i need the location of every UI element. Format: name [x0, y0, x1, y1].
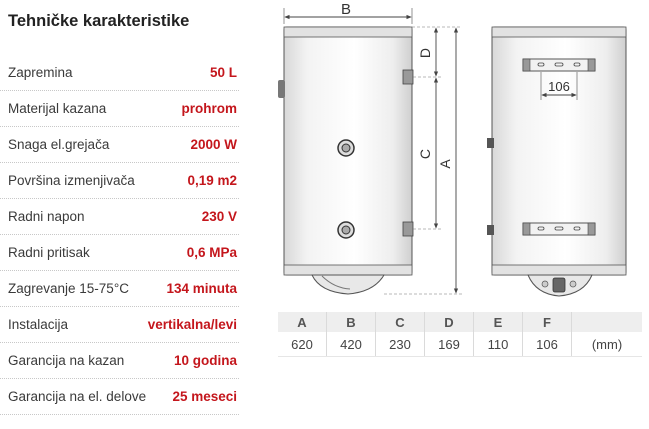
dim-value: 106 — [523, 332, 572, 357]
spec-row — [0, 235, 239, 271]
thermostat-cover-side — [312, 275, 384, 294]
dim-header: D — [425, 312, 474, 332]
dim-header: F — [523, 312, 572, 332]
spec-label: Zagrevanje 15-75°C — [8, 281, 129, 296]
dim-label-a: A — [437, 159, 453, 169]
dimensions-table — [278, 312, 642, 357]
spec-row — [0, 127, 239, 163]
tank-bottom-cap — [284, 265, 412, 275]
dim-header: A — [278, 312, 327, 332]
side-fitting-icon — [487, 138, 494, 148]
boiler-technical-drawing — [260, 0, 649, 305]
dim-header: B — [327, 312, 376, 332]
dim-label-c: C — [417, 148, 433, 160]
spec-value: 134 minuta — [166, 281, 237, 296]
side-fitting-icon — [487, 225, 494, 235]
spec-value: 0,6 MPa — [186, 245, 237, 260]
spec-row — [0, 307, 239, 343]
spec-label: Garancija na el. delove — [8, 389, 147, 404]
spec-value: vertikalna/levi — [147, 317, 237, 332]
thermostat-knob-icon — [553, 278, 565, 292]
dim-value: 169 — [425, 332, 474, 357]
dim-value: 620 — [278, 332, 327, 357]
dim-value: 420 — [327, 332, 376, 357]
dim-label-d: D — [417, 47, 433, 59]
spec-label: Garancija na kazan — [8, 353, 125, 368]
spec-row — [0, 91, 239, 127]
lower-bracket-icon — [403, 222, 413, 236]
spec-label: Zapremina — [8, 65, 73, 80]
spec-label: Radni pritisak — [8, 245, 90, 260]
spec-label: Snaga el.grejača — [8, 137, 110, 152]
side-view — [278, 1, 462, 294]
dimensions-values-row — [278, 332, 642, 357]
spec-row — [0, 55, 239, 91]
tank-top-cap — [284, 27, 412, 37]
spec-value: 230 V — [201, 209, 237, 224]
spec-label: Materijal kazana — [8, 101, 107, 116]
spec-value: 50 L — [209, 65, 237, 80]
spec-value: 2000 W — [190, 137, 237, 152]
dim-value: 230 — [376, 332, 425, 357]
spec-row — [0, 343, 239, 379]
spec-value: 10 godina — [173, 353, 237, 368]
spec-row — [0, 379, 239, 415]
spec-label: Površina izmenjivača — [8, 173, 135, 188]
side-fitting-icon — [278, 80, 285, 98]
dim-unit: (mm) — [572, 332, 643, 357]
back-view — [487, 27, 626, 296]
spec-value: 0,19 m2 — [187, 173, 237, 188]
upper-bracket-icon — [403, 70, 413, 84]
spec-value: prohrom — [181, 101, 237, 116]
dim-label-f: 106 — [548, 79, 570, 94]
spec-row — [0, 163, 239, 199]
spec-label: Instalacija — [8, 317, 69, 332]
dim-header: C — [376, 312, 425, 332]
spec-label: Radni napon — [8, 209, 85, 224]
page-title: Tehničke karakteristike — [8, 12, 190, 30]
lower-mounting-rail — [523, 223, 595, 235]
dimensions-header-row — [278, 312, 642, 332]
spec-row — [0, 199, 239, 235]
spec-list — [0, 55, 239, 415]
dim-header: E — [474, 312, 523, 332]
dim-header — [572, 312, 643, 332]
dim-label-b: B — [340, 1, 352, 18]
spec-value: 25 meseci — [172, 389, 237, 404]
dim-value: 110 — [474, 332, 523, 357]
spec-row — [0, 271, 239, 307]
upper-mounting-rail — [523, 59, 595, 71]
